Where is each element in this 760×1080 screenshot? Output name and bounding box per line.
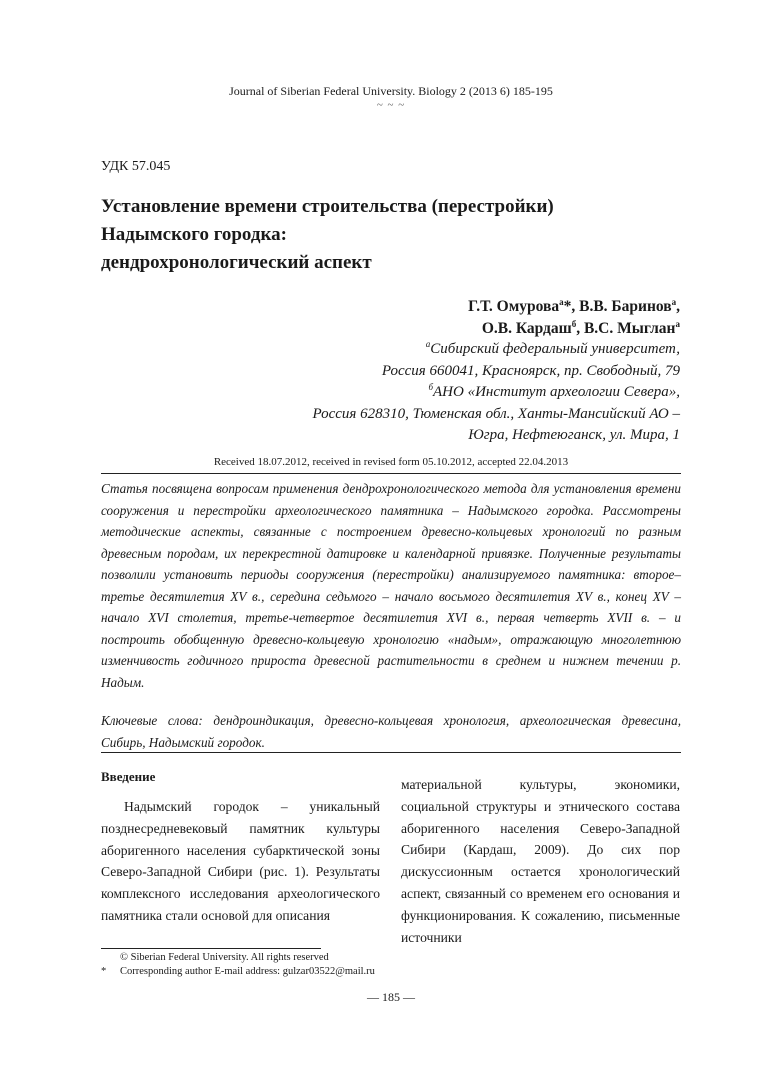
header-ornament: ~ ~ ~ [376, 99, 406, 111]
author-1: Г.Т. Омурова [468, 298, 560, 315]
footnote-copyright: © Siberian Federal University. All rights reserved [120, 952, 329, 963]
affiliation-b-line-1: $^б$АНО «Институт археологии Севера», [428, 382, 680, 400]
affiliation-a-line-2: Россия 660041, Красноярск, пр. Свободный, 79 [381, 362, 680, 379]
title-line-3: дендрохронологический аспект [101, 252, 372, 273]
author-4: В.С. Мыглан [583, 319, 676, 337]
section-heading-intro: Введение [101, 769, 156, 784]
footnote-corresponding: * Corresponding author E-mail address: gulzar03522@mail.ru [101, 966, 375, 977]
abstract: Статья посвящена вопросам применения дендрохронологического метода для установления времени сооружения и перестройки археологического памятника – Надымского городка. Рассмотрены методические аспекты, связанные с построением древесно-кольцевых хронологий по разным древесным породам, их перекрестной датировке и календарной привязке. Полученные результаты позволили установить периоды сооружения (перестройки) анализируемого памятника: второе–третье десятилетия XV в., середина седьмого – начало восьмого десятилетия XV в., конец XV – начало XVI столетия, третье-четвертое десятилетия XVI в., первая четверть XVII в. – и построить обобщенную древесно-кольцевую хронологию «надым», отражающую многолетнюю изменчивость годичного прироста древесной растительности в среднем и нижнем течении р. Надым. [101, 481, 681, 690]
corresponding-mark: * [563, 298, 572, 315]
author-2: В.В. Баринов [579, 298, 672, 315]
authors-line-2: О.В. Кардаш$^б$, В.С. Мыглан$^а$ [481, 318, 680, 337]
udk-code: УДК 57.045 [101, 159, 171, 174]
authors-line-1: Г.Т. Омурова$^а$*, В.В. Баринов$^а$, [468, 297, 680, 315]
article-title [101, 193, 701, 277]
keywords: Ключевые слова: дендроиндикация, древесно-кольцевая хронология, археологическая древесина, Сибирь, Надымский городок. [101, 713, 681, 750]
affiliation-b-line-3: Югра, Нефтеюганск, ул. Мира, 1 [468, 427, 680, 443]
received-dates: Received 18.07.2012, received in revised form 05.10.2012, accepted 22.04.2013 [213, 456, 569, 468]
title-line-2: Надымского городка: [101, 224, 287, 245]
affiliation-b-line-2: Россия 628310, Тюменская обл., Ханты-Мансийский АО – [312, 405, 680, 422]
author-3: О.В. Кардаш [481, 319, 572, 337]
abstract-top-rule [101, 473, 681, 474]
intro-column-1: Надымский городок – уникальный позднесредневековый памятник культуры аборигенного населения субарктической зоны Северо-Западной Сибири (рис. 1). Результаты комплексного исследования археологического памятника стали основой для описания [101, 799, 380, 923]
intro-column-2: материальной культуры, экономики, социальной структуры и этнического состава аборигенного населения Северо-Западной Сибири (Кардаш, 2009). До сих пор дискуссионным остается хронологический аспект, связанный со временем его основания и функционирования. К сожалению, письменные источники [401, 777, 680, 945]
journal-header: Journal of Siberian Federal University. Biology 2 (2013 6) 185-195 [229, 84, 553, 98]
authors-affiliations [313, 296, 681, 447]
affiliation-a-line-1: $^а$Сибирский федеральный университет, [425, 339, 680, 357]
page-number: — 185 — [367, 990, 415, 1004]
abstract-bottom-rule [101, 752, 681, 753]
title-line-1: Установление времени строительства (перестройки) [101, 196, 554, 217]
footnote-rule [101, 948, 321, 949]
